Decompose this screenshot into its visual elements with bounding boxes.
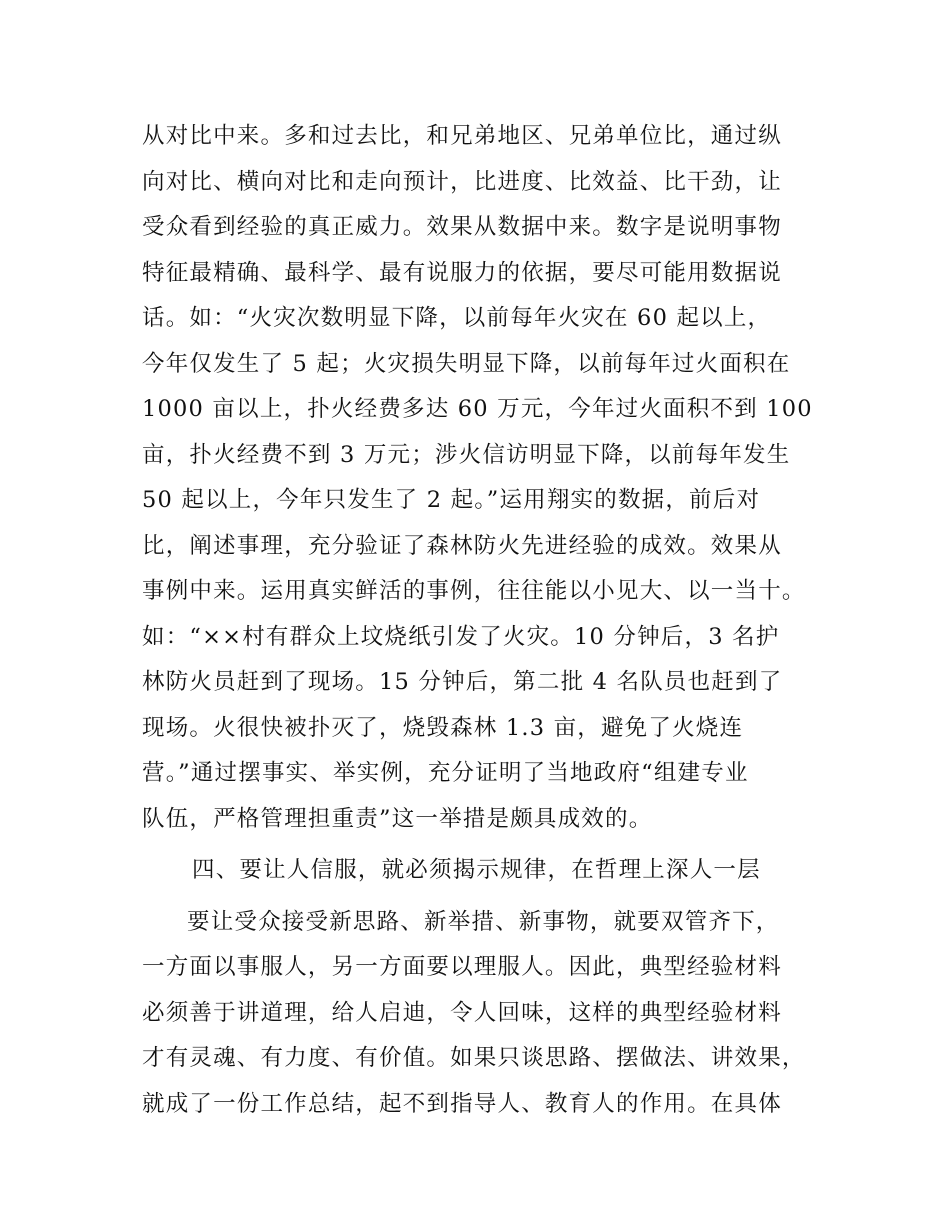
text-line: 营。”通过摆事实、举实例，充分证明了当地政府“组建专业 bbox=[142, 760, 749, 786]
text-line: 向对比、横向对比和走向预计，比进度、比效益、比干劲，让 bbox=[142, 168, 782, 195]
text-line: 比，阐述事理，充分验证了森林防火先进经验的成效。效果从 bbox=[142, 532, 782, 559]
text-line: 今年仅发生了 5 起；火灾损失明显下降，以前每年过火面积在 bbox=[142, 350, 791, 377]
text-line: 事例中来。运用真实鲜活的事例，往往能以小见大、以一当十。 bbox=[142, 578, 806, 604]
text-line: 特征最精确、最科学、最有说服力的依据，要尽可能用数据说 bbox=[142, 259, 782, 286]
paragraph-effect-sources bbox=[142, 114, 822, 842]
text-line: 要让受众接受新思路、新举措、新事物，就要双管齐下， bbox=[187, 908, 780, 935]
text-line: 1000 亩以上，扑火经费多达 60 万元，今年过火面积不到 100 bbox=[142, 396, 813, 422]
text-line: 才有灵魂、有力度、有价值。如果只谈思路、摆做法、讲效果， bbox=[142, 1045, 806, 1071]
text-line: 一方面以事服人，另一方面要以理服人。因此，典型经验材料 bbox=[142, 954, 782, 980]
text-line: 队伍，严格管理担重责”这一举措是颇具成效的。 bbox=[142, 805, 653, 832]
text-line: 从对比中来。多和过去比，和兄弟地区、兄弟单位比，通过纵 bbox=[142, 123, 782, 149]
text-line: 林防火员赶到了现场。15 分钟后，第二批 4 名队员也赶到了 bbox=[142, 669, 783, 695]
text-line: 必须善于讲道理，给人启迪，令人回味，这样的典型经验材料 bbox=[142, 999, 782, 1026]
section-heading: 四、要让人信服，就必须揭示规律，在哲理上深人一层 bbox=[192, 857, 761, 883]
text-line: 亩，扑火经费不到 3 万元；涉火信访明显下降，以前每年发生 bbox=[142, 441, 791, 468]
text-line: 话。如：“火灾次数明显下降，以前每年火灾在 60 起以上， bbox=[142, 305, 772, 331]
text-line: 现场。火很快被扑灭了，烧毁森林 1.3 亩，避免了火烧连 bbox=[142, 714, 744, 741]
text-line: 50 起以上，今年只发生了 2 起。”运用翔实的数据，前后对 bbox=[142, 487, 761, 513]
paragraph-reasoning bbox=[142, 900, 822, 1128]
text-line: 受众看到经验的真正威力。效果从数据中来。数字是说明事物 bbox=[142, 214, 782, 240]
text-line: 如：“××村有群众上坟烧纸引发了火灾。10 分钟后，3 名护 bbox=[142, 623, 780, 650]
text-line: 就成了一份工作总结，起不到指导人、教育人的作用。在具体 bbox=[142, 1090, 782, 1117]
document-body bbox=[142, 114, 822, 1127]
